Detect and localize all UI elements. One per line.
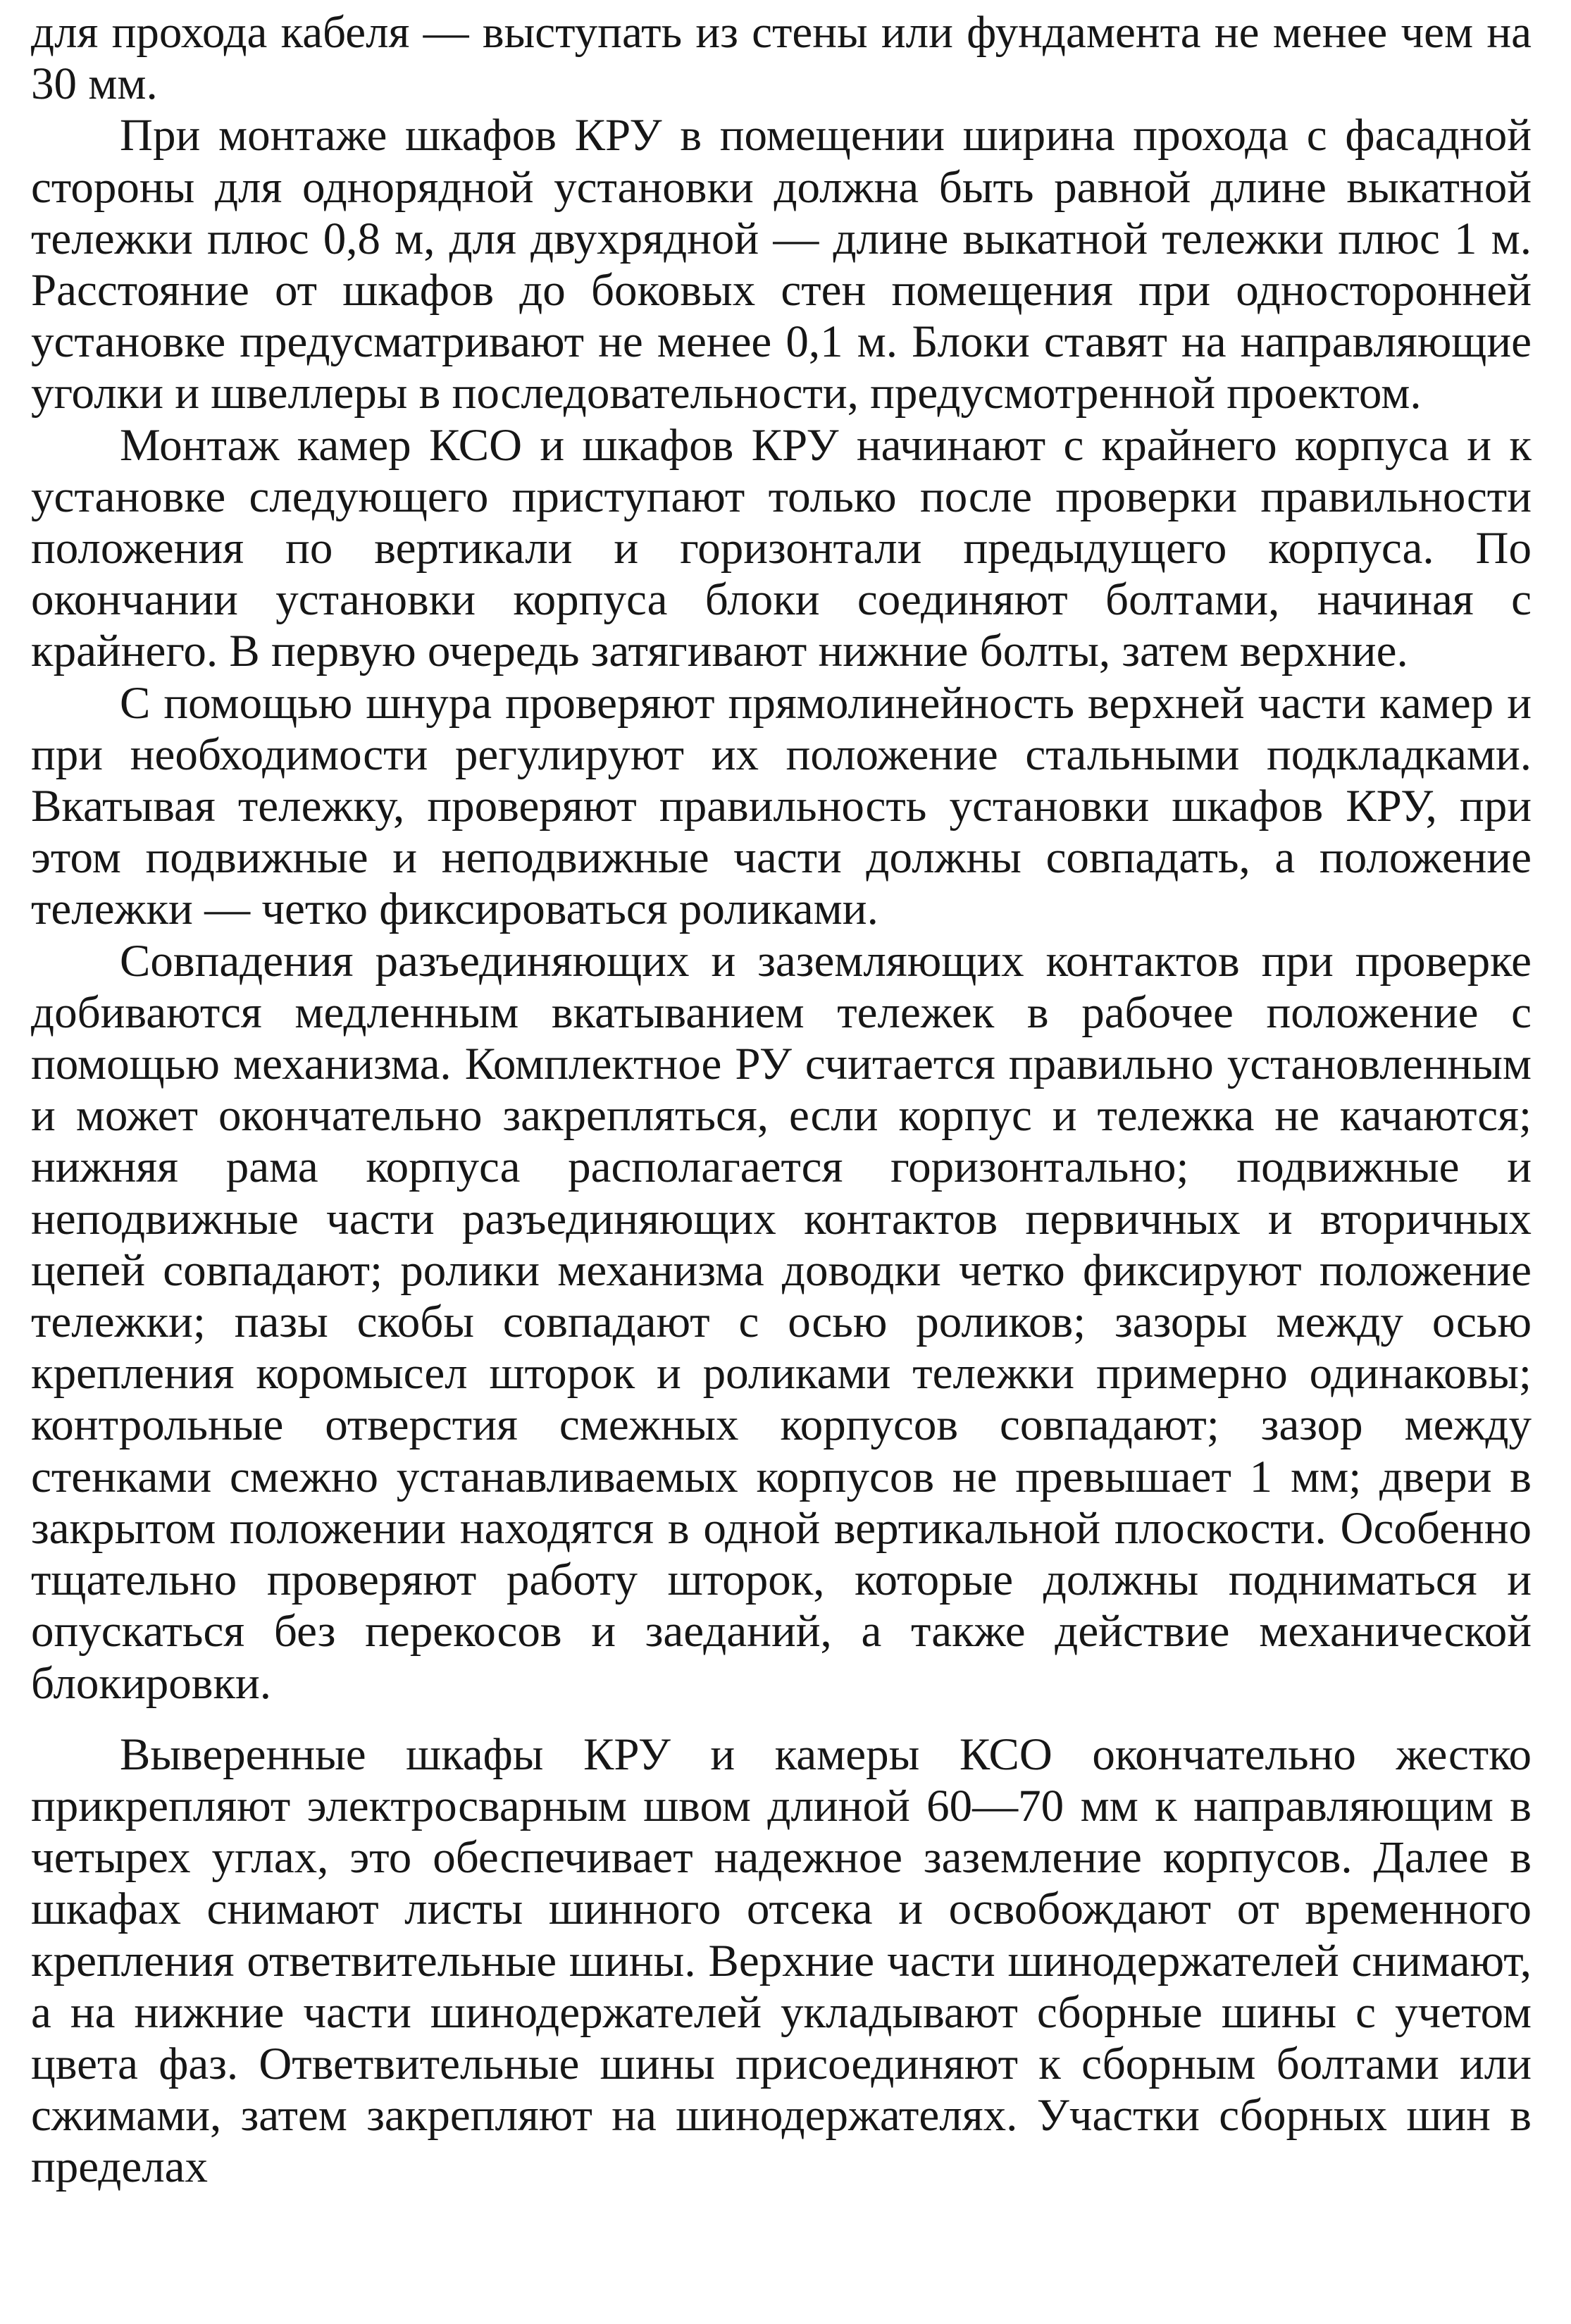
paragraph-kru-installation-passage: При монтаже шкафов КРУ в помещении ширина прохода с фасадной стороны для однорядной установки должна быть равной длине выкатной тележки плюс 0,8 м, для двухрядной — длине выкатной тележки плюс 1 м. Расстояние от шкафов до боковых стен помещения при односторонней установке предусматривают не менее 0,1 м. Блоки ставят на направляющие уголки и швеллеры в последовательности, предусмотренной проектом.	[31, 110, 1532, 419]
paragraph-contacts-check: Совпадения разъединяющих и заземляющих контактов при проверке добиваются медленным вкатыванием тележек в рабочее положение с помощью механизма. Комплектное РУ считается правильно установленным и может окончательно закрепляться, если корпус и тележка не качаются; нижняя рама корпуса располагается горизонтально; подвижные и неподвижные части разъединяющих контактов первичных и вторичных цепей совпадают; ролики механизма доводки четко фиксируют положение тележки; пазы скобы совпадают с осью роликов; зазоры между осью крепления коромысел шторок и роликами тележки примерно одинаковы; контрольные отверстия смежных корпусов совпадают; зазор между стенками смежно устанавливаемых корпусов не превышает 1 мм; двери в закрытом положении находятся в одной вертикальной плоскости. Особенно тщательно проверяют работу шторок, которые должны подниматься и опускаться без перекосов и заеданий, а также действие механической блокировки.	[31, 935, 1532, 1709]
paragraph-mounting-order: Монтаж камер КСО и шкафов КРУ начинают с крайнего корпуса и к установке следующего приступают только после проверки правильности положения по вертикали и горизонтали предыдущего корпуса. По окончании установки корпуса блоки соединяют болтами, начиная с крайнего. В первую очередь затягивают нижние болты, затем верхние.	[31, 419, 1532, 677]
paragraph-fixing-and-busbars: Выверенные шкафы КРУ и камеры КСО окончательно жестко прикрепляют электросварным швом длиной 60—70 мм к направляющим в четырех углах, это обеспечивает надежное заземление корпусов. Далее в шкафах снимают листы шинного отсека и освобождают от временного крепления ответвительные шины. Верхние части шинодержателей снимают, а на нижние части шинодержателей укладывают сборные шины с учетом цвета фаз. Ответвительные шины присоединяют к сборным болтами или сжимами, затем закрепляют на шинодержателях. Участки сборных шин в пределах	[31, 1729, 1532, 2193]
paragraph-alignment-check: С помощью шнура проверяют прямолинейность верхней части камер и при необходимости регулируют их положение стальными подкладками. Вкатывая тележку, проверяют правильность установки шкафов КРУ, при этом подвижные и неподвижные части должны совпадать, а положение тележки — четко фиксироваться роликами.	[31, 677, 1532, 935]
paragraph-cable-passage: для прохода кабеля — выступать из стены или фундамента не менее чем на 30 мм.	[31, 7, 1532, 110]
document-page	[31, 7, 1532, 2194]
